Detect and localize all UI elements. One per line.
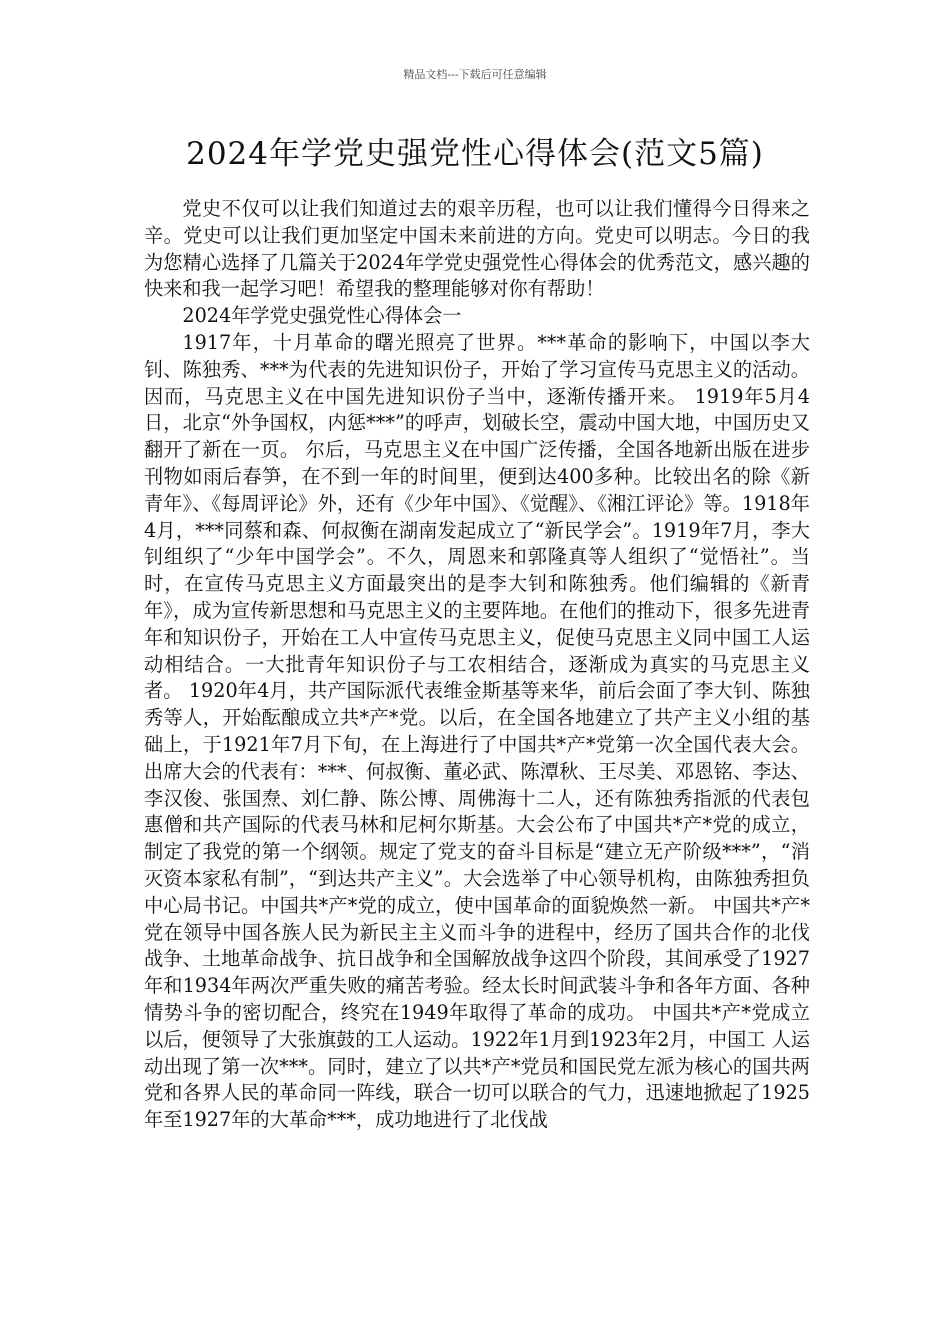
section-heading: 2024年学党史强党性心得体会一 [182,304,462,328]
page-header-note: 精品文档---下载后可任意编辑 [403,68,547,81]
intro-paragraph: 党史不仅可以让我们知道过去的艰辛历程，也可以让我们懂得今日得来之辛。党史可以让我们更加坚定中国未来前进的方向。党史可以明志。今日的我为您精心选择了几篇关于2024年学党史强党性心得体会的优秀范文，感兴趣的快来和我一起学习吧！希望我的整理能够对你有帮助！ [144,197,810,301]
section-paragraph: 1917年，十月革命的曙光照亮了世界。***革命的影响下，中国以李大钊、陈独秀、***为代表的先进知识份子，开始了学习宣传马克思主义的活动。因而，马克思主义在中国先进知识份子当中，逐渐传播开来。 1919年5月4日，北京“外争国权，内惩***”的呼声，划破长空，震动中国大地，中国历史又翻开了新在一页。 尔后，马克思主义在中国广泛传播，全国各地新出版在进步刊物如雨后春笋，在不到一年的时间里，便到达400多种。比较出名的除《新青年》、《每周评论》外，还有《少年中国》、《觉醒》、《湘江评论》等。1918年4月，***同蔡和森、何叔衡在湖南发起成立了“新民学会”。1919年7月，李大钊组织了“少年中国学会”。不久，周恩来和郭隆真等人组织了“觉悟社”。当时，在宣传马克思主义方面最突出的是李大钊和陈独秀。他们编辑的《新青年》，成为宣传新思想和马克思主义的主要阵地。在他们的推动下，很多先进青年和知识份子，开始在工人中宣传马克思主义，促使马克思主义同中国工人运动相结合。一大批青年知识份子与工农相结合，逐渐成为真实的马克思主义者。 1920年4月，共产国际派代表维金斯基等来华，前后会面了李大钊、陈独秀等人，开始酝酿成立共*产*党。以后，在全国各地建立了共产主义小组的基础上，于1921年7月下旬，在上海进行了中国共*产*党第一次全国代表大会。出席大会的代表有：***、何叔衡、董必武、陈潭秋、王尽美、邓恩铭、李达、李汉俊、张国焘、刘仁静、陈公博、周佛海十二人，还有陈独秀指派的代表包惠僧和共产国际的代表马林和尼柯尔斯基。大会公布了中国共*产*党的成立，制定了我党的第一个纲领。规定了党支的奋斗目标是“建立无产阶级***”，“消灭资本家私有制”，“到达共产主义”。大会选举了中心领导机构，由陈独秀担负中心局书记。中国共*产*党的成立，使中国革命的面貌焕然一新。 中国共*产*党在领导中国各族人民为新民主主义而斗争的进程中，经历了国共合作的北伐战争、土地革命战争、抗日战争和全国解放战争这四个阶段，其间承受了1927年和1934年两次严重失败的痛苦考验。经太长时间武装斗争和各年方面、各种情势斗争的密切配合，终究在1949年取得了革命的成功。 中国共*产*党成立以后，便领导了大张旗鼓的工人运动。1922年1月到1923年2月，中国工 人运动出现了第一次***。同时，建立了以共*产*党员和国民党左派为核心的国共两党和各界人民的革命同一阵线，联合一切可以联合的气力，迅速地掀起了1925年至1927年的大革命***，成功地进行了北伐战 [144,330,810,1132]
document-body [144,196,810,1134]
document-title: 2024年学党史强党性心得体会(范文5篇) [186,136,764,172]
